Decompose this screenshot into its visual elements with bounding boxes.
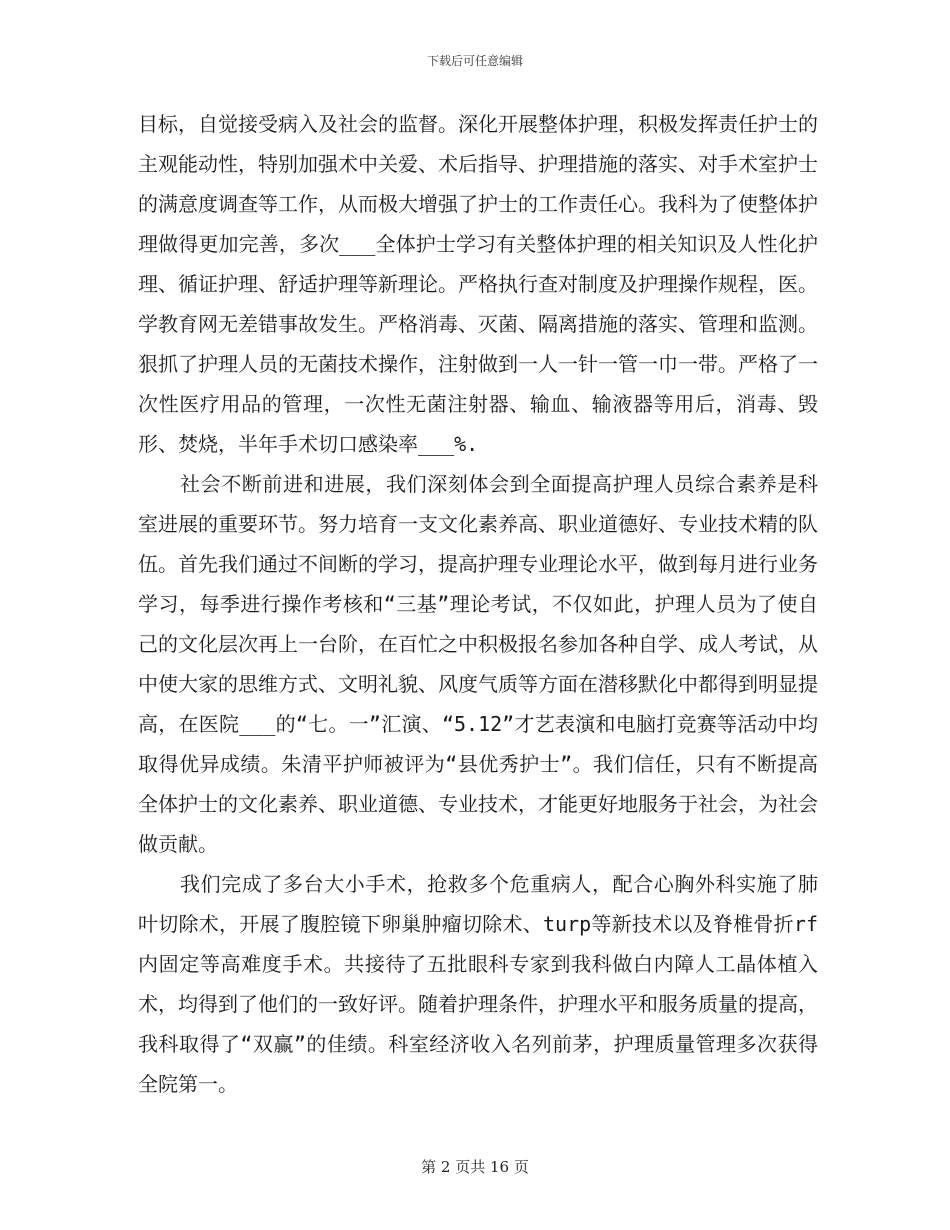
page-number-footer: 第 2 页共 16 页 <box>421 1158 529 1176</box>
paragraph-1: 目标，自觉接受病入及社会的监督。深化开展整体护理，积极发挥责任护士的主观能动性，特别加强术中关爱、术后指导、护理措施的落实、对手术室护士的满意度调查等工作，从而极大增强了护士的工作责任心。我科为了使整体护理做得更加完善，多次___全体护士学习有关整体护理的相关知识及人性化护理、循证护理、舒适护理等新理论。严格执行查对制度及护理操作规程，医。学教育网无差错事故发生。严格消毒、灭菌、隔离措施的落实、管理和监测。狠抓了护理人员的无菌技术操作，注射做到一人一针一管一巾一带。严格了一次性医疗用品的管理，一次性无菌注射器、输血、输液器等用后，消毒、毁形、焚烧，半年手术切口感染率___%. <box>138 112 818 456</box>
paragraph-3: 我们完成了多台大小手术，抢救多个危重病人，配合心胸外科实施了肺叶切除术，开展了腹腔镜下卵巢肿瘤切除术、turp等新技术以及脊椎骨折rf内固定等高难度手术。共接待了五批眼科专家到我科做白内障人工晶体植入术，均得到了他们的一致好评。随着护理条件，护理水平和服务质量的提高，我科取得了“双赢”的佳绩。科室经济收入名列前茅，护理质量管理多次获得全院第一。 <box>138 872 818 1096</box>
document-body <box>138 104 818 1104</box>
page-header: 下载后可任意编辑 <box>426 54 523 68</box>
paragraph-2: 社会不断前进和进展，我们深刻体会到全面提高护理人员综合素养是科室进展的重要环节。努力培育一支文化素养高、职业道德好、专业技术精的队伍。首先我们通过不间断的学习，提高护理专业理论水平，做到每月进行业务学习，每季进行操作考核和“三基”理论考试，不仅如此，护理人员为了使自己的文化层次再上一台阶，在百忙之中积极报名参加各种自学、成人考试，从中使大家的思维方式、文明礼貌、风度气质等方面在潜移默化中都得到明显提高，在医院___的“七。一”汇演、“5.12”才艺表演和电脑打竞赛等活动中均取得优异成绩。朱清平护师被评为“县优秀护士”。我们信任，只有不断提高全体护士的文化素养、职业道德、专业技术，才能更好地服务于社会，为社会做贡献。 <box>138 472 818 856</box>
